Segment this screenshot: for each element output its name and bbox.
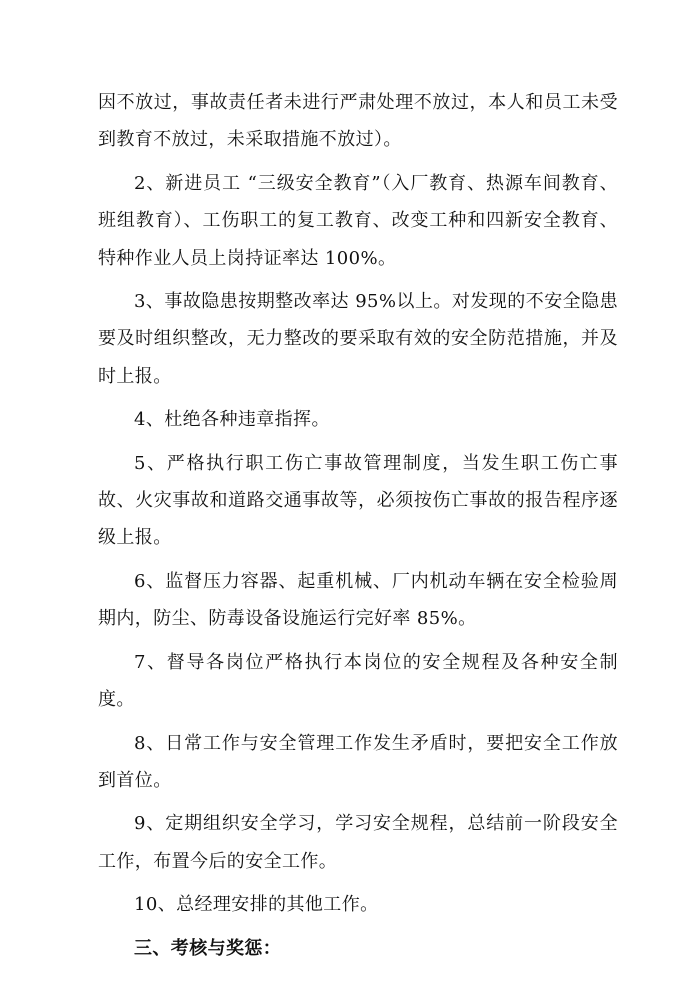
list-item-5: 5、严格执行职工伤亡事故管理制度，当发生职工伤亡事故、火灾事故和道路交通事故等，必须按伤亡事故的报告程序逐级上报。 — [98, 452, 618, 549]
list-item-3: 3、事故隐患按期整改率达 95%以上。对发现的不安全隐患要及时组织整改，无力整改的要采取有效的安全防范措施，并及时上报。 — [98, 291, 618, 387]
list-item-9: 9、定期组织安全学习，学习安全规程，总结前一阶段安全工作，布置今后的安全工作。 — [98, 813, 618, 872]
list-item-7: 7、督导各岗位严格执行本岗位的安全规程及各种安全制度。 — [98, 651, 618, 711]
list-item-2: 2、新进员工 “三级安全教育”（入厂教育、热源车间教育、班组教育）、工伤职工的复工教育、改变工种和四新安全教育、特种作业人员上岗持证率达 100%。 — [98, 172, 618, 269]
section-heading: 三、考核与奖惩： — [134, 937, 282, 959]
list-item-4: 4、杜绝各种违章指挥。 — [134, 409, 330, 431]
list-item-6: 6、监督压力容器、起重机械、厂内机动车辆在安全检验周期内，防尘、防毒设备设施运行完好率 85%。 — [98, 570, 618, 630]
list-item-10: 10、总经理安排的其他工作。 — [134, 894, 379, 916]
list-item-8: 8、日常工作与安全管理工作发生矛盾时，要把安全工作放到首位。 — [98, 732, 618, 791]
document-body — [98, 84, 618, 967]
continuation-paragraph: 因不放过，事故责任者未进行严肃处理不放过，本人和员工未受到教育不放过，未采取措施不放过）。 — [98, 92, 618, 151]
